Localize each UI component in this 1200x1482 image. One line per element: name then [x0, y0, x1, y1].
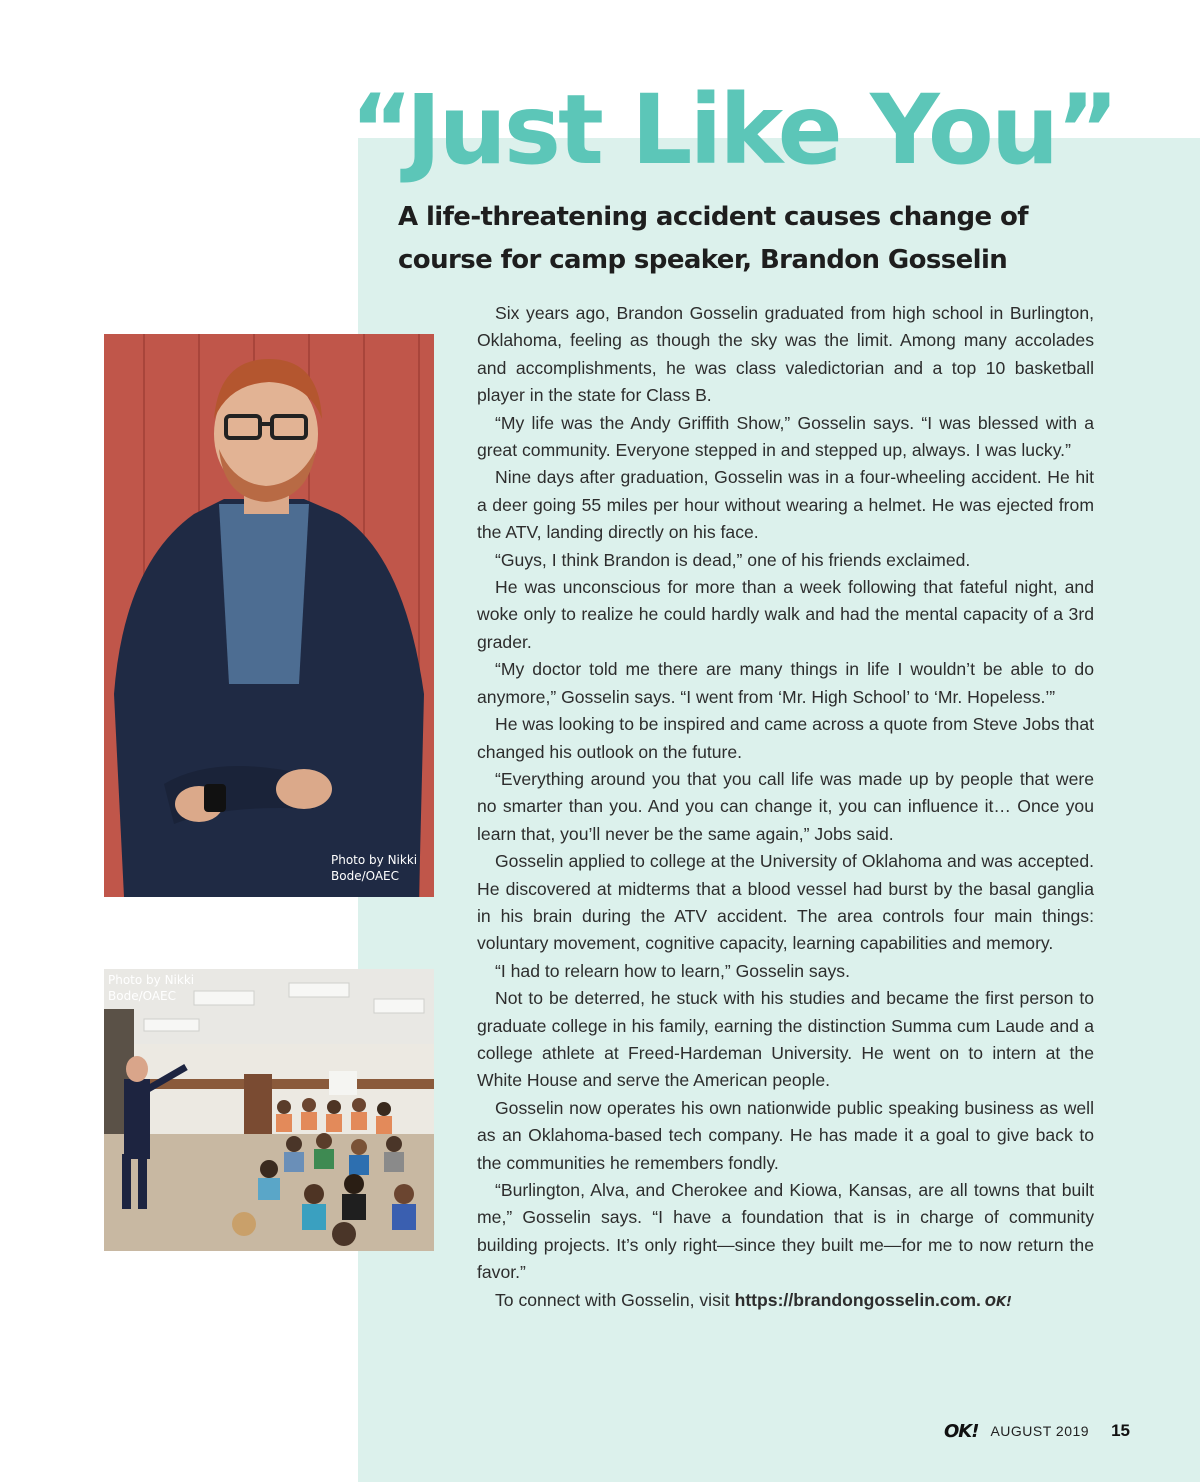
- article-paragraph: “My doctor told me there are many things in life I wouldn’t be able to do anymore,” Gosselin says. “I went from ‘Mr. High School’ to ‘Mr. Hopeless.’”: [477, 659, 1094, 707]
- subhead: A life-threatening accident causes change of course for camp speaker, Brandon Gosselin: [398, 202, 1028, 275]
- article-body: [477, 300, 1094, 1316]
- article-paragraph: Gosselin now operates his own nationwide public speaking business as well as an Oklahoma-based tech company. He has made it a goal to give back to the communities he remembers fondly.: [477, 1097, 1094, 1173]
- article-paragraph: Six years ago, Brandon Gosselin graduated from high school in Burlington, Oklahoma, feeling as though the sky was the limit. Among many accolades and accomplishments, he was class valedictorian and a top 10 basketball player in the state for Class B.: [477, 303, 1094, 406]
- article-paragraph: “My life was the Andy Griffith Show,” Gosselin says. “I was blessed with a great community. Everyone stepped in and stepped up, always. I was lucky.”: [477, 412, 1094, 461]
- article-paragraph: Not to be deterred, he stuck with his studies and became the first person to graduate college in his family, earning the distinction Summa cum Laude and a college athlete at Freed-Hardeman University. He went on to intern at the White House and serve the American people.: [477, 988, 1094, 1091]
- end-mark-logo: OK!: [984, 1294, 1012, 1310]
- article-paragraph: He was looking to be inspired and came across a quote from Steve Jobs that changed his outlook on the future.: [477, 714, 1094, 762]
- audience-photo-credit: Photo by Nikki Bode/OAEC: [108, 973, 195, 1003]
- page-footer: [944, 1420, 1130, 1442]
- article-paragraph: Nine days after graduation, Gosselin was in a four-wheeling accident. He hit a deer going 55 miles per hour without wearing a helmet. He was ejected from the ATV, landing directly on his face.: [477, 467, 1094, 543]
- closing-paragraph: [477, 1287, 1094, 1316]
- magazine-logo: OK!: [943, 1420, 979, 1442]
- issue-date: AUGUST 2019: [990, 1423, 1090, 1439]
- closing-lead: To connect with Gosselin, visit: [495, 1289, 735, 1310]
- article-paragraph: “I had to relearn how to learn,” Gosselin says.: [495, 960, 850, 981]
- page-number: 15: [1111, 1421, 1130, 1440]
- portrait-photo: [104, 334, 434, 897]
- article-paragraph: “Everything around you that you call life was made up by people that were no smarter than you. And you can change it, you can influence it… Once you learn that, you’ll never be the same again,” Jobs said.: [477, 768, 1094, 844]
- article-paragraph: “Burlington, Alva, and Cherokee and Kiowa, Kansas, are all towns that built me,” Gosselin says. “I have a foundation that is in charge of community building projects. It’s only right—since they built me—for me to now return the favor.”: [477, 1180, 1094, 1283]
- headline: “Just Like You”: [350, 74, 1117, 186]
- audience-photo: [104, 969, 434, 1251]
- portrait-illustration: [104, 334, 434, 897]
- portrait-photo-credit: Photo by Nikki Bode/OAEC: [331, 853, 418, 883]
- article-paragraph: He was unconscious for more than a week following that fateful night, and woke only to realize he could hardly walk and had the mental capacity of a 3rd grader.: [477, 577, 1094, 652]
- article-paragraph: “Guys, I think Brandon is dead,” one of his friends exclaimed.: [495, 549, 971, 570]
- website-link[interactable]: https://brandongosselin.com.: [734, 1289, 981, 1310]
- audience-illustration: [104, 969, 434, 1251]
- article-paragraph: Gosselin applied to college at the University of Oklahoma and was accepted. He discovered at midterms that a blood vessel had burst by the basal ganglia in his brain during the ATV accident. The area controls four main things: voluntary movement, cognitive capacity, learning capabilities and memory.: [477, 851, 1094, 954]
